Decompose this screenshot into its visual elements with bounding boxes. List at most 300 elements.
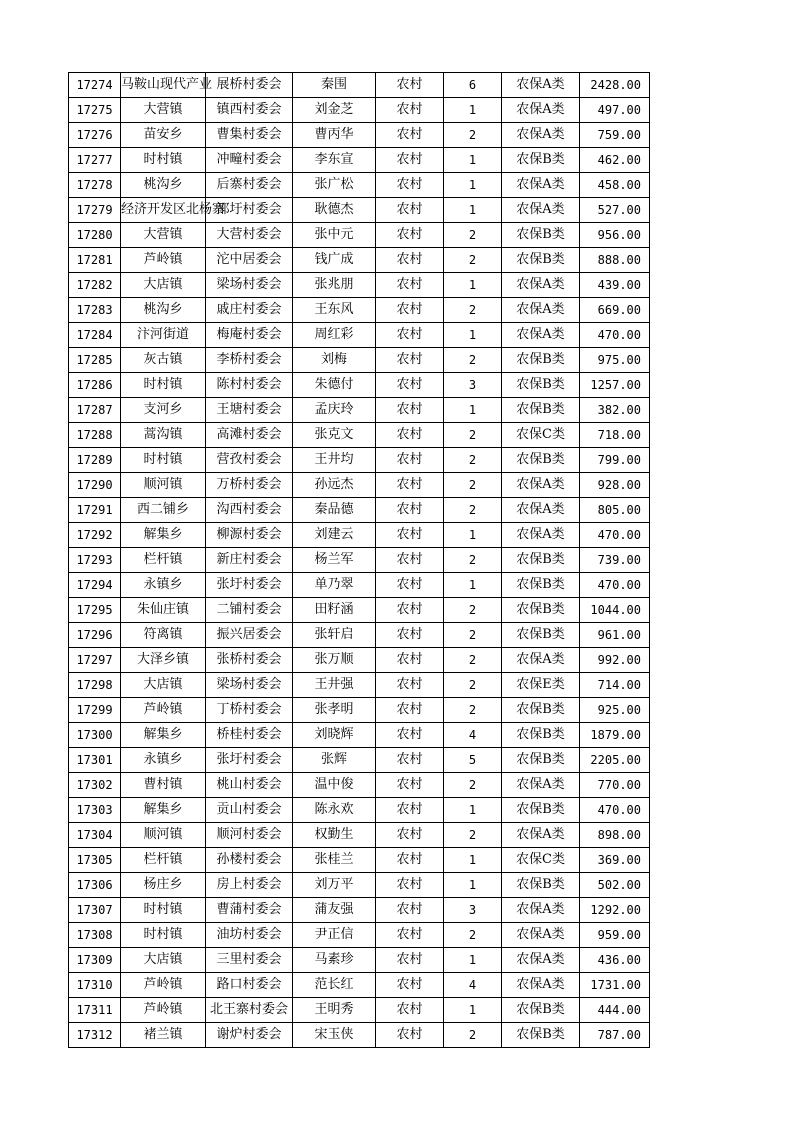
table-row (69, 723, 650, 748)
cell-amount: 470.00 (580, 573, 650, 598)
cell-category: 农保B类 (502, 873, 580, 898)
cell-area-type: 农村 (376, 823, 444, 848)
cell-name: 张中元 (293, 223, 376, 248)
cell-category: 农保B类 (502, 148, 580, 173)
cell-area-type: 农村 (376, 198, 444, 223)
cell-name: 宋玉侠 (293, 1023, 376, 1048)
cell-village: 镇西村委会 (206, 98, 293, 123)
cell-area-type: 农村 (376, 448, 444, 473)
cell-area-type: 农村 (376, 373, 444, 398)
cell-amount: 787.00 (580, 1023, 650, 1048)
cell-count: 2 (444, 123, 502, 148)
cell-id: 17309 (69, 948, 121, 973)
cell-name: 曹丙华 (293, 123, 376, 148)
cell-town: 芦岭镇 (121, 973, 206, 998)
cell-amount: 925.00 (580, 698, 650, 723)
cell-village: 桥桂村委会 (206, 723, 293, 748)
cell-amount: 436.00 (580, 948, 650, 973)
table-row (69, 498, 650, 523)
table-row (69, 748, 650, 773)
cell-town: 顺河镇 (121, 473, 206, 498)
cell-id: 17291 (69, 498, 121, 523)
table-row (69, 648, 650, 673)
table-row (69, 173, 650, 198)
cell-id: 17300 (69, 723, 121, 748)
cell-area-type: 农村 (376, 523, 444, 548)
cell-count: 2 (444, 598, 502, 623)
cell-town: 符离镇 (121, 623, 206, 648)
cell-area-type: 农村 (376, 648, 444, 673)
cell-town: 大营镇 (121, 98, 206, 123)
table-row (69, 373, 650, 398)
cell-name: 秦围 (293, 73, 376, 98)
cell-amount: 497.00 (580, 98, 650, 123)
cell-id: 17298 (69, 673, 121, 698)
cell-town: 支河乡 (121, 398, 206, 423)
cell-town: 栏杆镇 (121, 848, 206, 873)
cell-name: 范长红 (293, 973, 376, 998)
cell-count: 1 (444, 148, 502, 173)
cell-area-type: 农村 (376, 1023, 444, 1048)
cell-village: 梁场村委会 (206, 673, 293, 698)
cell-village: 沱中居委会 (206, 248, 293, 273)
cell-category: 农保A类 (502, 773, 580, 798)
cell-name: 耿德杰 (293, 198, 376, 223)
cell-village: 王塘村委会 (206, 398, 293, 423)
cell-amount: 1044.00 (580, 598, 650, 623)
cell-count: 3 (444, 373, 502, 398)
cell-amount: 462.00 (580, 148, 650, 173)
cell-id: 17299 (69, 698, 121, 723)
cell-category: 农保B类 (502, 373, 580, 398)
cell-town: 解集乡 (121, 798, 206, 823)
table-row (69, 98, 650, 123)
cell-town: 芦岭镇 (121, 248, 206, 273)
cell-village: 顺河村委会 (206, 823, 293, 848)
cell-id: 17288 (69, 423, 121, 448)
table-row (69, 248, 650, 273)
table-row (69, 923, 650, 948)
cell-village: 谢炉村委会 (206, 1023, 293, 1048)
cell-category: 农保B类 (502, 598, 580, 623)
cell-amount: 759.00 (580, 123, 650, 148)
cell-area-type: 农村 (376, 398, 444, 423)
cell-town: 大店镇 (121, 673, 206, 698)
cell-area-type: 农村 (376, 848, 444, 873)
cell-id: 17305 (69, 848, 121, 873)
cell-category: 农保B类 (502, 548, 580, 573)
cell-area-type: 农村 (376, 898, 444, 923)
cell-id: 17293 (69, 548, 121, 573)
cell-amount: 1879.00 (580, 723, 650, 748)
cell-id: 17280 (69, 223, 121, 248)
cell-count: 2 (444, 923, 502, 948)
cell-amount: 444.00 (580, 998, 650, 1023)
cell-town: 永镇乡 (121, 573, 206, 598)
cell-amount: 458.00 (580, 173, 650, 198)
cell-category: 农保A类 (502, 298, 580, 323)
cell-name: 尹正信 (293, 923, 376, 948)
cell-town: 芦岭镇 (121, 698, 206, 723)
cell-village: 冲疃村委会 (206, 148, 293, 173)
cell-count: 2 (444, 823, 502, 848)
cell-id: 17312 (69, 1023, 121, 1048)
cell-village: 桃山村委会 (206, 773, 293, 798)
records-table-body (69, 73, 650, 1048)
table-row (69, 898, 650, 923)
cell-name: 孙远杰 (293, 473, 376, 498)
table-row (69, 273, 650, 298)
cell-count: 2 (444, 223, 502, 248)
cell-count: 2 (444, 448, 502, 473)
cell-count: 2 (444, 623, 502, 648)
cell-area-type: 农村 (376, 298, 444, 323)
cell-amount: 2205.00 (580, 748, 650, 773)
cell-id: 17274 (69, 73, 121, 98)
table-row (69, 323, 650, 348)
cell-name: 张万顺 (293, 648, 376, 673)
cell-category: 农保B类 (502, 748, 580, 773)
cell-name: 张轩启 (293, 623, 376, 648)
cell-amount: 2428.00 (580, 73, 650, 98)
cell-id: 17281 (69, 248, 121, 273)
cell-village: 二铺村委会 (206, 598, 293, 623)
cell-village: 北王寨村委会 (206, 998, 293, 1023)
cell-town: 杨庄乡 (121, 873, 206, 898)
cell-name: 李东宣 (293, 148, 376, 173)
cell-name: 钱广成 (293, 248, 376, 273)
cell-name: 刘梅 (293, 348, 376, 373)
cell-area-type: 农村 (376, 323, 444, 348)
cell-amount: 470.00 (580, 323, 650, 348)
cell-village: 柳源村委会 (206, 523, 293, 548)
table-row (69, 573, 650, 598)
table-row (69, 673, 650, 698)
cell-village: 房上村委会 (206, 873, 293, 898)
cell-name: 张广松 (293, 173, 376, 198)
cell-amount: 382.00 (580, 398, 650, 423)
cell-town: 桃沟乡 (121, 173, 206, 198)
cell-id: 17279 (69, 198, 121, 223)
cell-name: 秦品德 (293, 498, 376, 523)
cell-count: 2 (444, 773, 502, 798)
cell-category: 农保B类 (502, 723, 580, 748)
cell-id: 17306 (69, 873, 121, 898)
cell-id: 17307 (69, 898, 121, 923)
cell-village: 曹蒲村委会 (206, 898, 293, 923)
table-row (69, 73, 650, 98)
cell-count: 1 (444, 398, 502, 423)
cell-count: 1 (444, 323, 502, 348)
cell-category: 农保A类 (502, 923, 580, 948)
cell-name: 刘金芝 (293, 98, 376, 123)
cell-amount: 669.00 (580, 298, 650, 323)
cell-category: 农保C类 (502, 423, 580, 448)
cell-id: 17275 (69, 98, 121, 123)
cell-area-type: 农村 (376, 73, 444, 98)
cell-amount: 898.00 (580, 823, 650, 848)
cell-area-type: 农村 (376, 598, 444, 623)
cell-town: 大店镇 (121, 273, 206, 298)
table-row (69, 698, 650, 723)
cell-category: 农保B类 (502, 398, 580, 423)
cell-category: 农保A类 (502, 198, 580, 223)
cell-village: 曹集村委会 (206, 123, 293, 148)
cell-town: 褚兰镇 (121, 1023, 206, 1048)
cell-area-type: 农村 (376, 698, 444, 723)
cell-id: 17286 (69, 373, 121, 398)
cell-village: 高滩村委会 (206, 423, 293, 448)
cell-category: 农保B类 (502, 998, 580, 1023)
table-row (69, 948, 650, 973)
cell-amount: 956.00 (580, 223, 650, 248)
cell-area-type: 农村 (376, 623, 444, 648)
cell-area-type: 农村 (376, 248, 444, 273)
table-row (69, 598, 650, 623)
cell-name: 周红彩 (293, 323, 376, 348)
cell-village: 丁桥村委会 (206, 698, 293, 723)
cell-category: 农保B类 (502, 573, 580, 598)
cell-town: 时村镇 (121, 148, 206, 173)
cell-count: 1 (444, 273, 502, 298)
cell-count: 2 (444, 248, 502, 273)
cell-area-type: 农村 (376, 998, 444, 1023)
cell-name: 王东风 (293, 298, 376, 323)
cell-area-type: 农村 (376, 273, 444, 298)
cell-area-type: 农村 (376, 348, 444, 373)
cell-count: 4 (444, 723, 502, 748)
cell-area-type: 农村 (376, 873, 444, 898)
cell-town: 汴河街道 (121, 323, 206, 348)
cell-town: 时村镇 (121, 448, 206, 473)
cell-category: 农保A类 (502, 823, 580, 848)
cell-name: 陈永欢 (293, 798, 376, 823)
cell-id: 17285 (69, 348, 121, 373)
cell-village: 梅庵村委会 (206, 323, 293, 348)
cell-category: 农保B类 (502, 623, 580, 648)
cell-village: 贡山村委会 (206, 798, 293, 823)
cell-town: 芦岭镇 (121, 998, 206, 1023)
cell-count: 3 (444, 898, 502, 923)
cell-town: 曹村镇 (121, 773, 206, 798)
table-row (69, 798, 650, 823)
cell-area-type: 农村 (376, 948, 444, 973)
cell-id: 17311 (69, 998, 121, 1023)
cell-category: 农保B类 (502, 248, 580, 273)
cell-village: 新庄村委会 (206, 548, 293, 573)
cell-village: 沟西村委会 (206, 498, 293, 523)
table-row (69, 123, 650, 148)
cell-area-type: 农村 (376, 573, 444, 598)
cell-category: 农保C类 (502, 848, 580, 873)
table-row (69, 298, 650, 323)
table-row (69, 198, 650, 223)
cell-category: 农保B类 (502, 1023, 580, 1048)
cell-category: 农保A类 (502, 123, 580, 148)
cell-village: 张桥村委会 (206, 648, 293, 673)
cell-id: 17282 (69, 273, 121, 298)
cell-name: 单乃翠 (293, 573, 376, 598)
cell-area-type: 农村 (376, 923, 444, 948)
cell-amount: 470.00 (580, 523, 650, 548)
cell-name: 王明秀 (293, 998, 376, 1023)
cell-town: 马鞍山现代产业 (121, 73, 206, 98)
cell-count: 1 (444, 873, 502, 898)
cell-area-type: 农村 (376, 423, 444, 448)
cell-amount: 718.00 (580, 423, 650, 448)
cell-amount: 959.00 (580, 923, 650, 948)
cell-amount: 470.00 (580, 798, 650, 823)
cell-category: 农保E类 (502, 673, 580, 698)
cell-amount: 805.00 (580, 498, 650, 523)
cell-category: 农保A类 (502, 323, 580, 348)
cell-category: 农保A类 (502, 973, 580, 998)
cell-town: 解集乡 (121, 723, 206, 748)
cell-name: 马素珍 (293, 948, 376, 973)
cell-amount: 1731.00 (580, 973, 650, 998)
cell-id: 17301 (69, 748, 121, 773)
cell-town: 永镇乡 (121, 748, 206, 773)
cell-category: 农保B类 (502, 448, 580, 473)
cell-id: 17303 (69, 798, 121, 823)
cell-village: 李桥村委会 (206, 348, 293, 373)
cell-area-type: 农村 (376, 223, 444, 248)
cell-name: 张桂兰 (293, 848, 376, 873)
cell-area-type: 农村 (376, 748, 444, 773)
cell-village: 油坊村委会 (206, 923, 293, 948)
table-row (69, 773, 650, 798)
cell-category: 农保A类 (502, 523, 580, 548)
cell-id: 17284 (69, 323, 121, 348)
cell-id: 17308 (69, 923, 121, 948)
cell-village: 三里村委会 (206, 948, 293, 973)
cell-category: 农保A类 (502, 898, 580, 923)
cell-category: 农保A类 (502, 98, 580, 123)
cell-area-type: 农村 (376, 473, 444, 498)
cell-id: 17294 (69, 573, 121, 598)
table-row (69, 873, 650, 898)
cell-count: 1 (444, 573, 502, 598)
cell-village: 陈村村委会 (206, 373, 293, 398)
cell-amount: 1257.00 (580, 373, 650, 398)
cell-count: 1 (444, 98, 502, 123)
cell-count: 2 (444, 698, 502, 723)
cell-village: 后寨村委会 (206, 173, 293, 198)
cell-amount: 799.00 (580, 448, 650, 473)
table-row (69, 523, 650, 548)
cell-town: 大营镇 (121, 223, 206, 248)
cell-name: 朱德付 (293, 373, 376, 398)
table-row (69, 473, 650, 498)
cell-area-type: 农村 (376, 973, 444, 998)
cell-amount: 770.00 (580, 773, 650, 798)
table-row (69, 223, 650, 248)
cell-town: 朱仙庄镇 (121, 598, 206, 623)
cell-name: 张兆朋 (293, 273, 376, 298)
table-row (69, 548, 650, 573)
cell-id: 17302 (69, 773, 121, 798)
cell-count: 1 (444, 998, 502, 1023)
cell-town: 经济开发区北杨寨 (121, 198, 206, 223)
cell-amount: 439.00 (580, 273, 650, 298)
cell-village: 营孜村委会 (206, 448, 293, 473)
cell-category: 农保B类 (502, 798, 580, 823)
cell-id: 17278 (69, 173, 121, 198)
cell-amount: 888.00 (580, 248, 650, 273)
cell-count: 2 (444, 498, 502, 523)
cell-town: 大店镇 (121, 948, 206, 973)
cell-category: 农保A类 (502, 173, 580, 198)
cell-count: 4 (444, 973, 502, 998)
cell-category: 农保B类 (502, 348, 580, 373)
cell-area-type: 农村 (376, 548, 444, 573)
cell-id: 17310 (69, 973, 121, 998)
cell-id: 17277 (69, 148, 121, 173)
cell-count: 1 (444, 173, 502, 198)
cell-count: 2 (444, 298, 502, 323)
cell-village: 展桥村委会 (206, 73, 293, 98)
cell-amount: 928.00 (580, 473, 650, 498)
cell-village: 梁场村委会 (206, 273, 293, 298)
cell-count: 2 (444, 473, 502, 498)
cell-category: 农保A类 (502, 273, 580, 298)
cell-amount: 714.00 (580, 673, 650, 698)
cell-count: 1 (444, 848, 502, 873)
cell-id: 17283 (69, 298, 121, 323)
cell-village: 大营村委会 (206, 223, 293, 248)
table-row (69, 623, 650, 648)
cell-category: 农保B类 (502, 223, 580, 248)
cell-name: 张辉 (293, 748, 376, 773)
cell-village: 邵圩村委会 (206, 198, 293, 223)
cell-village: 戚庄村委会 (206, 298, 293, 323)
cell-category: 农保A类 (502, 648, 580, 673)
cell-name: 田籽涵 (293, 598, 376, 623)
cell-village: 孙楼村委会 (206, 848, 293, 873)
table-row (69, 398, 650, 423)
cell-id: 17287 (69, 398, 121, 423)
cell-count: 6 (444, 73, 502, 98)
cell-name: 权勤生 (293, 823, 376, 848)
cell-name: 刘晓辉 (293, 723, 376, 748)
table-row (69, 1023, 650, 1048)
cell-id: 17292 (69, 523, 121, 548)
cell-name: 孟庆玲 (293, 398, 376, 423)
cell-amount: 369.00 (580, 848, 650, 873)
cell-village: 路口村委会 (206, 973, 293, 998)
cell-name: 刘万平 (293, 873, 376, 898)
cell-count: 2 (444, 548, 502, 573)
cell-count: 1 (444, 948, 502, 973)
cell-id: 17276 (69, 123, 121, 148)
cell-town: 灰古镇 (121, 348, 206, 373)
cell-town: 蒿沟镇 (121, 423, 206, 448)
cell-id: 17290 (69, 473, 121, 498)
cell-id: 17296 (69, 623, 121, 648)
cell-name: 张孝明 (293, 698, 376, 723)
cell-id: 17304 (69, 823, 121, 848)
cell-count: 2 (444, 348, 502, 373)
cell-category: 农保B类 (502, 698, 580, 723)
cell-amount: 1292.00 (580, 898, 650, 923)
cell-category: 农保A类 (502, 498, 580, 523)
cell-name: 王井强 (293, 673, 376, 698)
cell-town: 西二铺乡 (121, 498, 206, 523)
table-row (69, 348, 650, 373)
cell-amount: 527.00 (580, 198, 650, 223)
table-row (69, 848, 650, 873)
cell-area-type: 农村 (376, 98, 444, 123)
